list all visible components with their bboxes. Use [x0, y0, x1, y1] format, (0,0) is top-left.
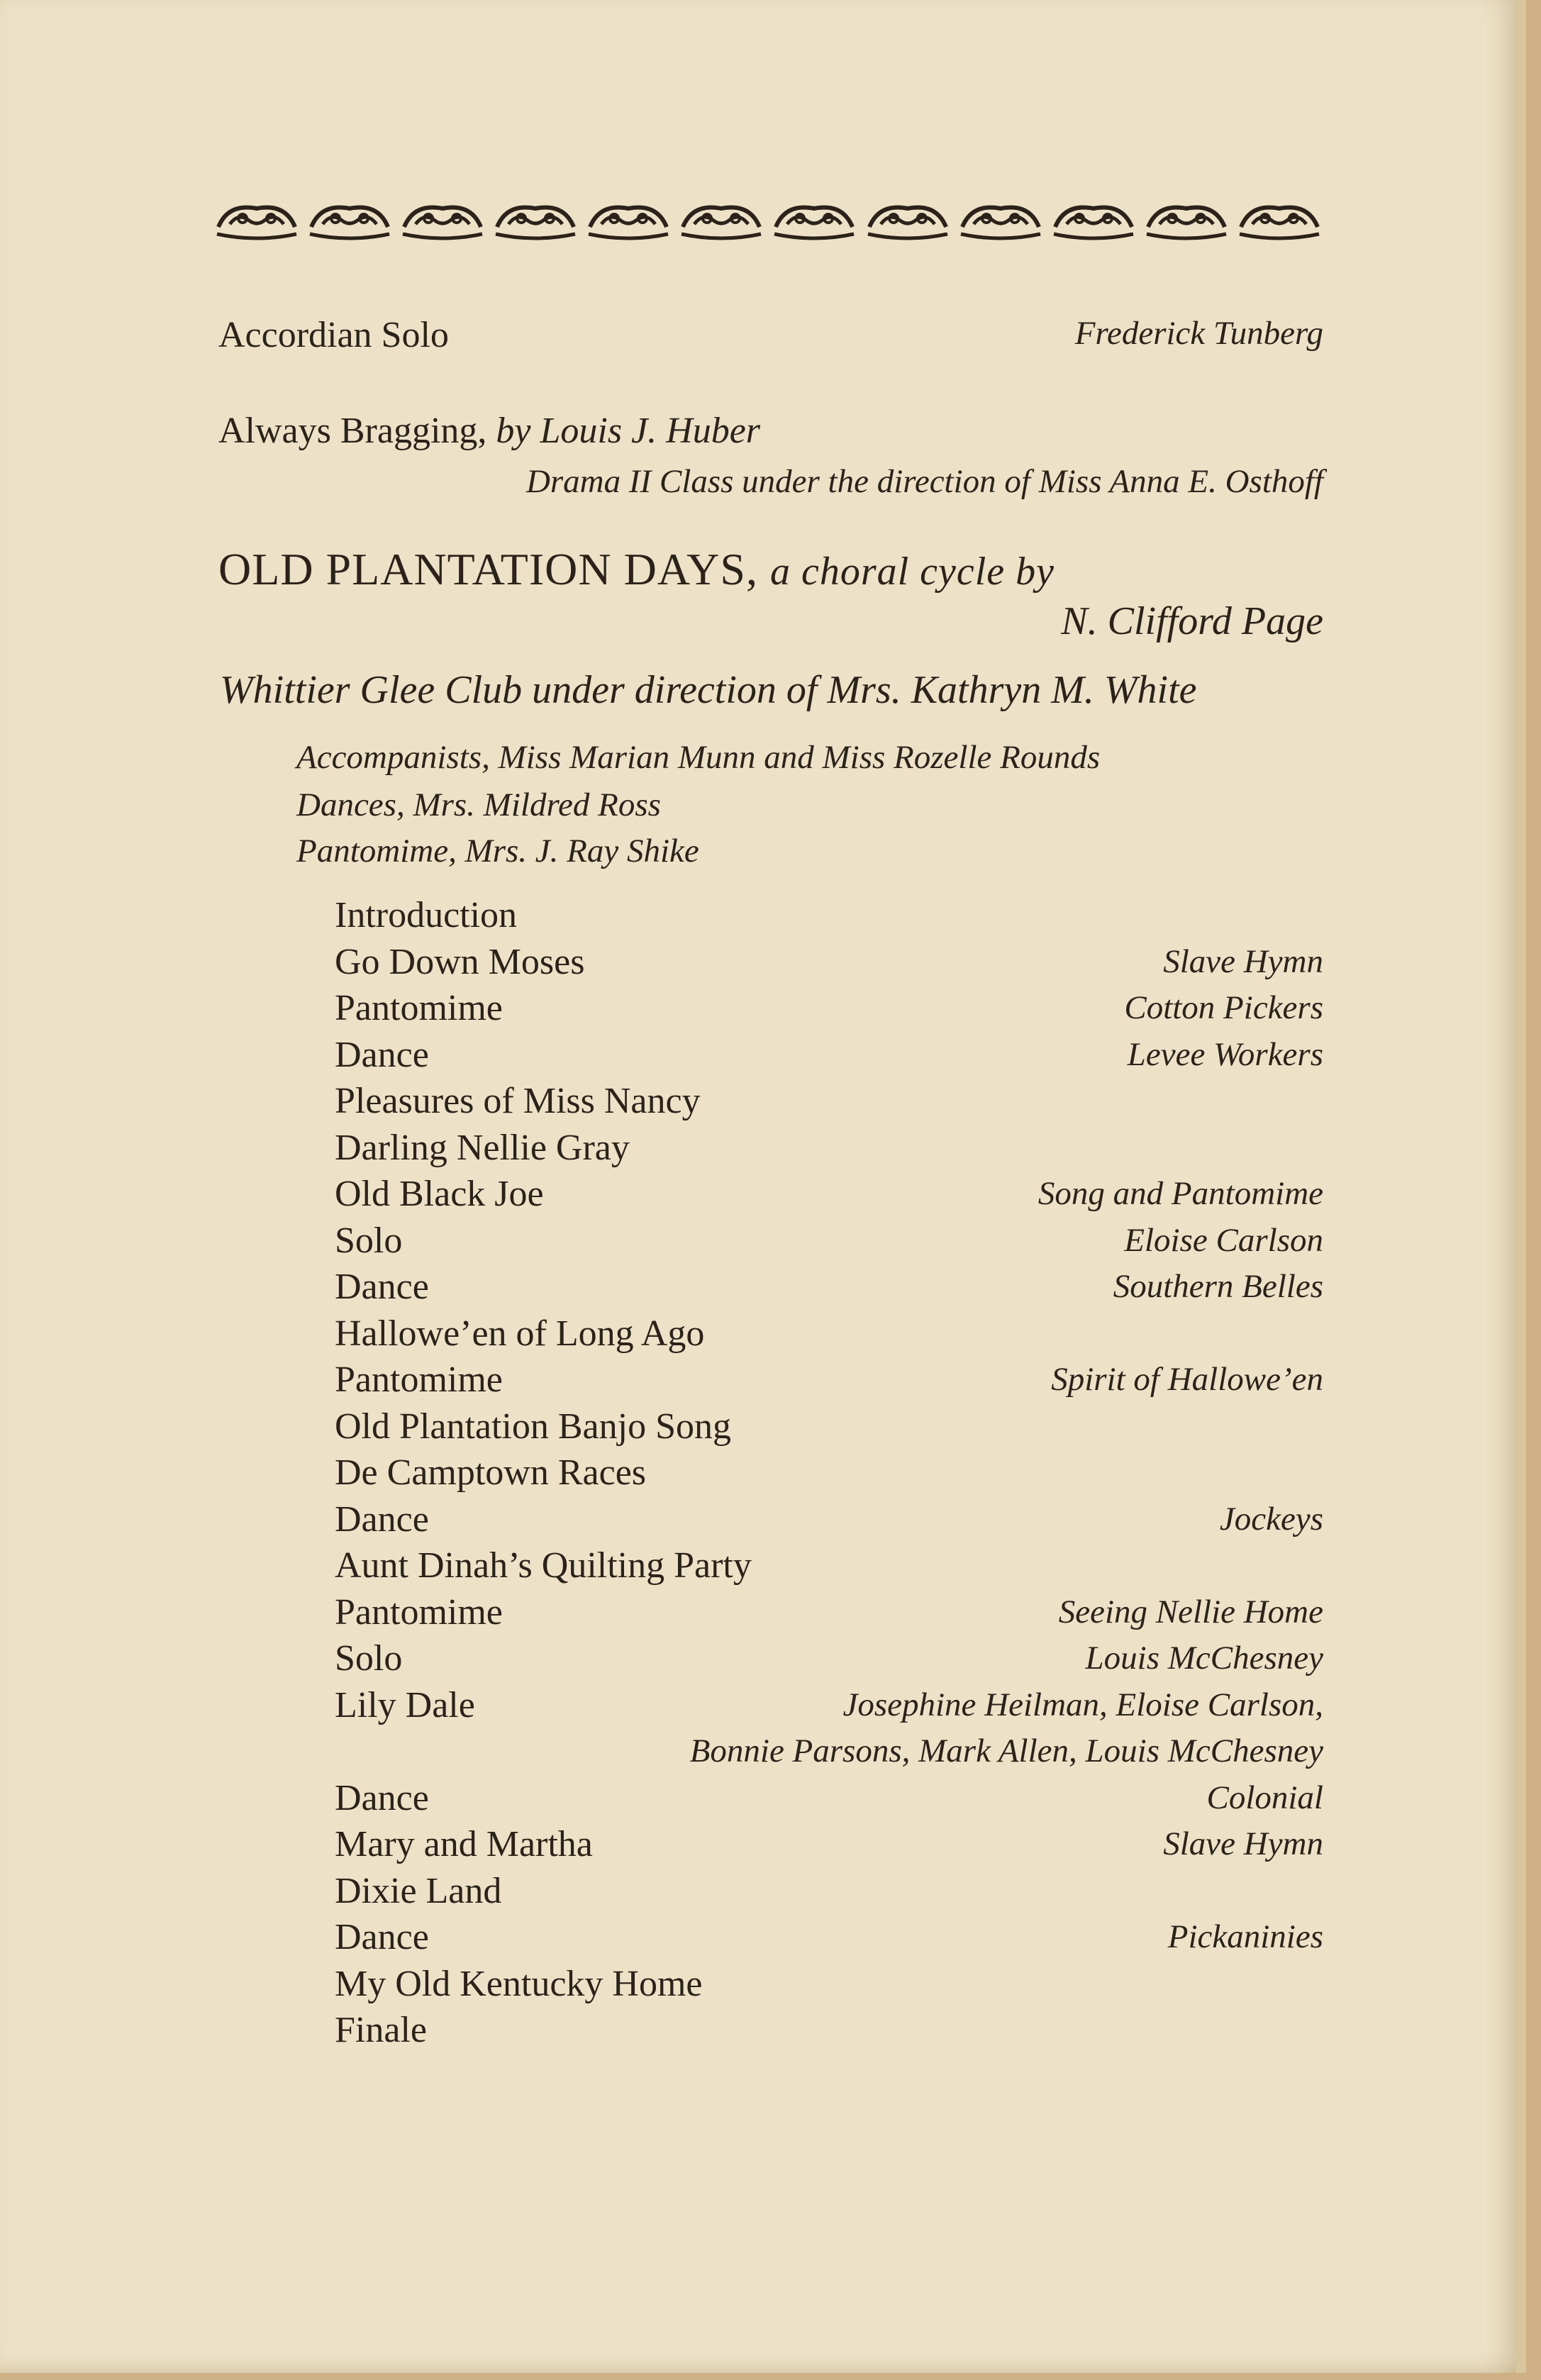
program-item-title: Dance	[335, 1267, 429, 1307]
item-always-bragging-title	[218, 413, 760, 450]
program-item-title: Mary and Martha	[335, 1824, 593, 1864]
feature-title: OLD PLANTATION DAYS,	[218, 544, 758, 594]
program-item-title: De Camptown Races	[335, 1452, 647, 1493]
program-item-title: Go Down Moses	[335, 942, 585, 982]
ornament-scroll-icon	[679, 199, 764, 241]
feature-title-line	[218, 544, 1055, 594]
ornament-scroll-icon	[1237, 199, 1322, 241]
program-item-detail: Louis McChesney	[1085, 1640, 1323, 1676]
credit-dances: Dances, Mrs. Mildred Ross	[296, 786, 661, 823]
ornament-scroll-icon	[865, 199, 950, 241]
feature-description: a choral cycle by	[769, 550, 1055, 594]
feature-author: N. Clifford Page	[1061, 599, 1323, 643]
always-bragging-author: by Louis J. Huber	[496, 411, 761, 451]
program-item-title: Dance	[335, 1778, 429, 1818]
program-item-title: Dance	[335, 1917, 429, 1957]
credit-accompanists: Accompanists, Miss Marian Munn and Miss Rozelle Rounds	[296, 739, 1101, 776]
program-item-detail: Eloise Carlson	[1124, 1222, 1323, 1259]
program-item-detail: Slave Hymn	[1163, 943, 1323, 980]
program-item-title: Old Black Joe	[335, 1174, 544, 1214]
program-item-title: Solo	[335, 1220, 403, 1261]
program-item-title: Hallowe’en of Long Ago	[335, 1313, 705, 1354]
program-item-title: Dance	[335, 1499, 429, 1540]
program-item-detail: Song and Pantomime	[1037, 1175, 1323, 1212]
program-item-title: Aunt Dinah’s Quilting Party	[335, 1545, 752, 1586]
program-item-title: Introduction	[335, 895, 518, 935]
program-item-detail: Cotton Pickers	[1124, 989, 1323, 1026]
ornament-scroll-icon	[1144, 199, 1229, 241]
program-item-title: Dixie Land	[335, 1871, 502, 1911]
ornament-scroll-icon	[400, 199, 485, 241]
always-bragging-subtitle: Drama II Class under the direction of Miss Anna E. Osthoff	[525, 463, 1323, 500]
ornament-scroll-icon	[586, 199, 671, 241]
ornament-scroll-icon	[493, 199, 578, 241]
ornament-scroll-icon	[772, 199, 857, 241]
item-accordian-solo: Accordian Solo	[218, 315, 449, 355]
program-item-title: Pantomime	[335, 1592, 503, 1633]
program-item-title: Old Plantation Banjo Song	[335, 1406, 731, 1447]
program-item-detail: Bonnie Parsons, Mark Allen, Louis McChesney	[689, 1733, 1323, 1769]
item-accordian-performer: Frederick Tunberg	[1074, 315, 1323, 352]
program-item-detail: Slave Hymn	[1163, 1825, 1323, 1862]
ornament-scroll-icon	[307, 199, 392, 241]
program-item-detail: Spirit of Hallowe’en	[1051, 1361, 1323, 1398]
program-item-detail: Seeing Nellie Home	[1058, 1594, 1323, 1630]
program-item-title: Finale	[335, 2010, 427, 2050]
program-item-title: Solo	[335, 1638, 403, 1679]
program-item-detail: Josephine Heilman, Eloise Carlson,	[842, 1686, 1323, 1723]
decorative-border-ornament	[214, 195, 1322, 245]
program-item-detail: Levee Workers	[1127, 1036, 1323, 1073]
always-bragging-title: Always Bragging,	[218, 411, 487, 451]
program-item-title: Pleasures of Miss Nancy	[335, 1081, 701, 1121]
ornament-scroll-icon	[1051, 199, 1136, 241]
ornament-scroll-icon	[958, 199, 1043, 241]
program-item-detail: Southern Belles	[1113, 1268, 1323, 1305]
program-item-title: Dance	[335, 1035, 429, 1075]
ornament-scroll-icon	[214, 199, 299, 241]
program-item-title: My Old Kentucky Home	[335, 1964, 703, 2004]
program-item-title: Darling Nellie Gray	[335, 1128, 630, 1168]
program-item-title: Pantomime	[335, 988, 503, 1028]
program-item-title: Pantomime	[335, 1359, 503, 1400]
program-item-detail: Colonial	[1206, 1779, 1323, 1816]
program-item-detail: Jockeys	[1219, 1501, 1323, 1537]
program-item-detail: Pickaninies	[1167, 1918, 1323, 1955]
feature-performers: Whittier Glee Club under direction of Mrs. Kathryn M. White	[220, 668, 1197, 712]
program-item-title: Lily Dale	[335, 1685, 475, 1725]
credit-pantomime: Pantomime, Mrs. J. Ray Shike	[296, 833, 699, 869]
